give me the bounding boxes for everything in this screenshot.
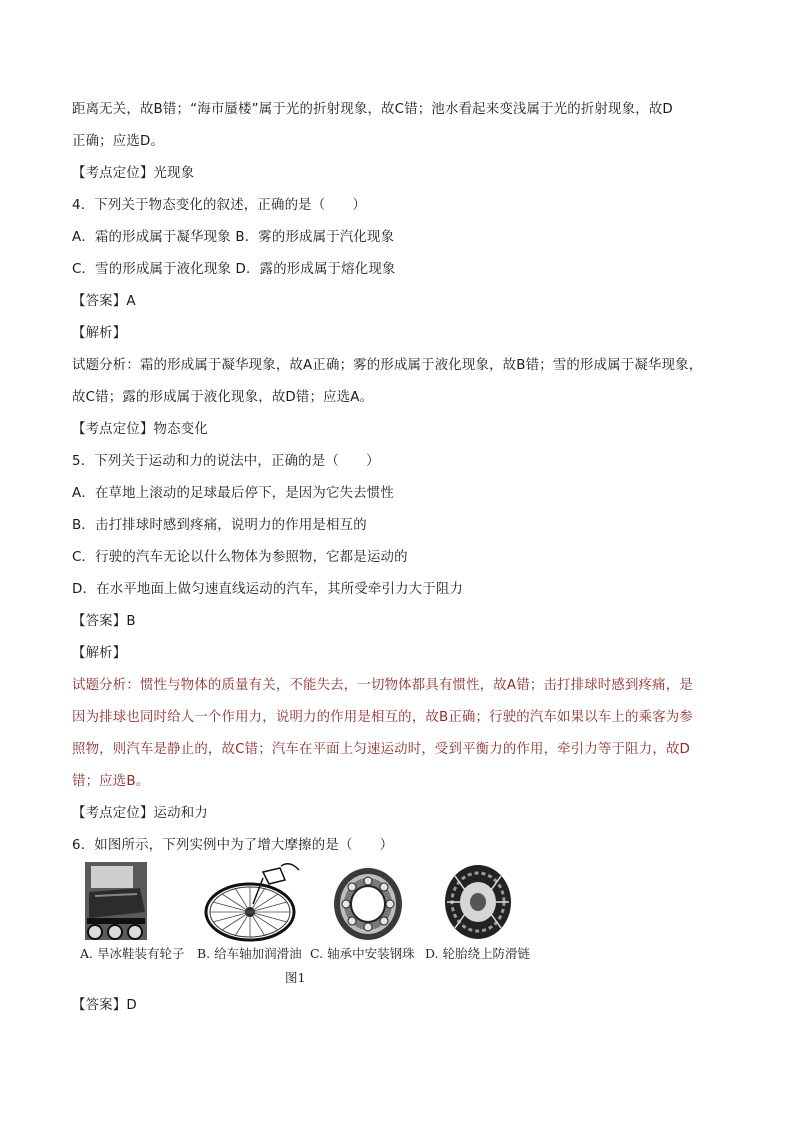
figure-1-images [85,862,555,942]
text-line: 距离无关，故B错；“海市蜃楼”属于光的折射现象，故C错；池水看起来变浅属于光的折射现象，故D [72,102,673,117]
figure-caption-b: B. 给车轴加润滑油 [197,946,302,961]
question-4-options-cd: C．雪的形成属于液化现象 D．露的形成属于熔化现象 [72,262,396,277]
analysis-label: 【解析】 [72,326,127,341]
question-4-options-ab: A．霜的形成属于凝华现象 B．雾的形成属于汽化现象 [72,230,395,245]
analysis-text: 照物，则汽车是静止的，故C错；汽车在平面上匀速运动时，受到平衡力的作用，牵引力等于阻力，故D [72,742,691,757]
figure-caption-d: D. 轮胎绕上防滑链 [425,946,531,961]
analysis-text: 因为排球也同时给人一个作用力，说明力的作用是相互的，故B正确；行驶的汽车如果以车上的乘客为参 [72,710,693,725]
analysis-text: 错；应选B。 [72,774,150,789]
question-5: 5．下列关于运动和力的说法中，正确的是（ ） [72,454,380,469]
question-5-option-c: C．行驶的汽车无论以什么物体为参照物，它都是运动的 [72,550,408,565]
roller-skate-image [85,862,147,940]
text-line: 正确；应选D。 [72,134,165,149]
question-4: 4．下列关于物态变化的叙述，正确的是（ ） [72,198,367,213]
analysis-text: 试题分析：霜的形成属于凝华现象，故A正确；雾的形成属于液化现象，故B错；雪的形成属于凝华现象， [72,358,703,373]
analysis-label: 【解析】 [72,646,127,661]
topic-label: 【考点定位】光现象 [72,166,195,181]
topic-label: 【考点定位】运动和力 [72,806,208,821]
answer-label: 【答案】A [72,294,136,309]
ball-bearing-image [334,868,402,940]
tire-with-chain-image [445,865,511,939]
analysis-text: 试题分析：惯性与物体的质量有关，不能失去，一切物体都具有惯性，故A错；击打排球时感到疼痛，是 [72,678,693,693]
figure-label: 图1 [285,970,306,985]
figure-caption-c: C. 轴承中安装钢珠 [310,946,415,961]
topic-label: 【考点定位】物态变化 [72,422,208,437]
bicycle-wheel-image [206,864,299,940]
answer-label: 【答案】B [72,614,136,629]
question-6: 6．如图所示，下列实例中为了增大摩擦的是（ ） [72,838,394,853]
question-5-option-d: D．在水平地面上做匀速直线运动的汽车，其所受牵引力大于阻力 [72,582,464,597]
answer-label: 【答案】D [72,998,137,1013]
question-5-option-b: B．击打排球时感到疼痛，说明力的作用是相互的 [72,518,367,533]
analysis-text: 故C错；露的形成属于液化现象，故D错；应选A。 [72,390,374,405]
question-5-option-a: A．在草地上滚动的足球最后停下，是因为它失去惯性 [72,486,394,501]
figure-caption-a: A. 旱冰鞋装有轮子 [80,946,185,961]
